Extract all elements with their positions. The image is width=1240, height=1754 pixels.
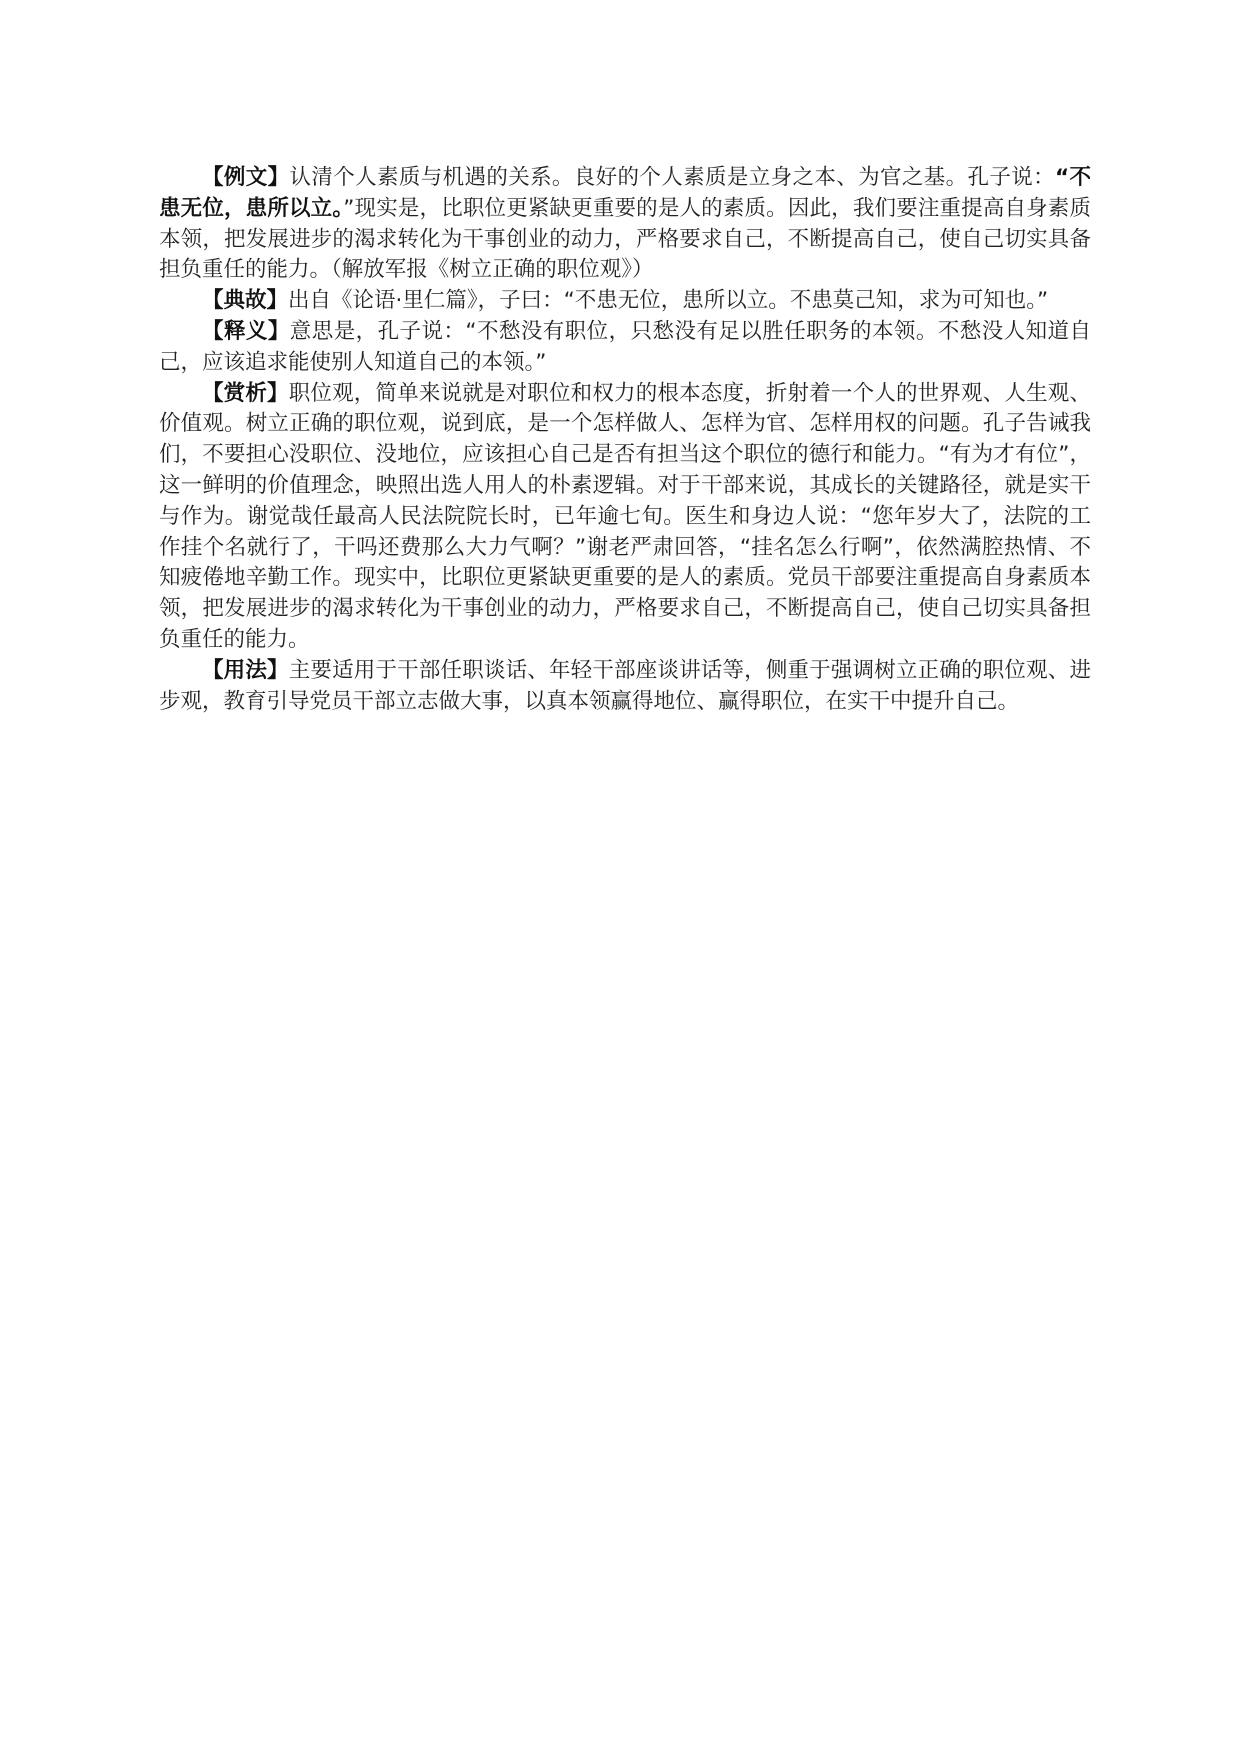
paragraph-analysis [159, 379, 1091, 656]
usage-body-text: 主要适用于干部任职谈话、年轻干部座谈讲话等，侧重于强调树立正确的职位观、进步观，教育引导党员干部立志做大事，以真本领赢得地位、赢得职位，在实干中提升自己。 [159, 657, 1091, 714]
section-label-allusion: 【典故】 [202, 288, 289, 314]
example-quote-bold: “不患无位，患所以立。 [159, 165, 1091, 221]
paragraph-usage [159, 656, 1091, 718]
meaning-body-text: 意思是，孔子说：“不愁没有职位，只愁没有足以胜任职务的本领。不愁没人知道自己，应该追求能使别人知道自己的本领。” [159, 318, 1091, 375]
section-label-analysis: 【赏析】 [202, 380, 289, 406]
paragraph-example [159, 163, 1091, 286]
paragraph-meaning [159, 317, 1091, 379]
section-label-usage: 【用法】 [202, 657, 289, 683]
section-label-example: 【例文】 [202, 165, 290, 190]
analysis-body-text: 职位观，简单来说就是对职位和权力的根本态度，折射着一个人的世界观、人生观、价值观。树立正确的职位观，说到底，是一个怎样做人、怎样为官、怎样用权的问题。孔子告诫我们，不要担心没职位、没地位，应该担心自己是否有担当这个职位的德行和能力。“有为才有位”，这一鲜明的价值理念，映照出选人用人的朴素逻辑。对于干部来说，其成长的关键路径，就是实干与作为。谢觉哉任最高人民法院院长时，已年逾七旬。医生和身边人说：“您年岁大了，法院的工作挂个名就行了，干吗还费那么大力气啊？”谢老严肃回答，“挂名怎么行啊”，依然满腔热情、不知疲倦地辛勤工作。现实中，比职位更紧缺更重要的是人的素质。党员干部要注重提高自身素质本领，把发展进步的渴求转化为干事创业的动力，严格要求自己，不断提高自己，使自己切实具备担负重任的能力。 [159, 380, 1091, 652]
allusion-body-text: 出自《论语·里仁篇》，子曰：“不患无位，患所以立。不患莫己知，求为可知也。” [288, 288, 1049, 314]
example-body-text: ”现实是，比职位更紧缺更重要的是人的素质。因此，我们要注重提高自身素质本领，把发展进步的渴求转化为干事创业的动力，严格要求自己，不断提高自己，使自己切实具备担负重任的能力。（解放军报《树立正确的职位观》） [159, 195, 1091, 283]
example-lead-text: 认清个人素质与机遇的关系。良好的个人素质是立身之本、为官之基。孔子说： [289, 165, 1055, 190]
document-body [159, 163, 1091, 717]
section-label-meaning: 【释义】 [202, 318, 290, 344]
paragraph-allusion [159, 286, 1091, 317]
